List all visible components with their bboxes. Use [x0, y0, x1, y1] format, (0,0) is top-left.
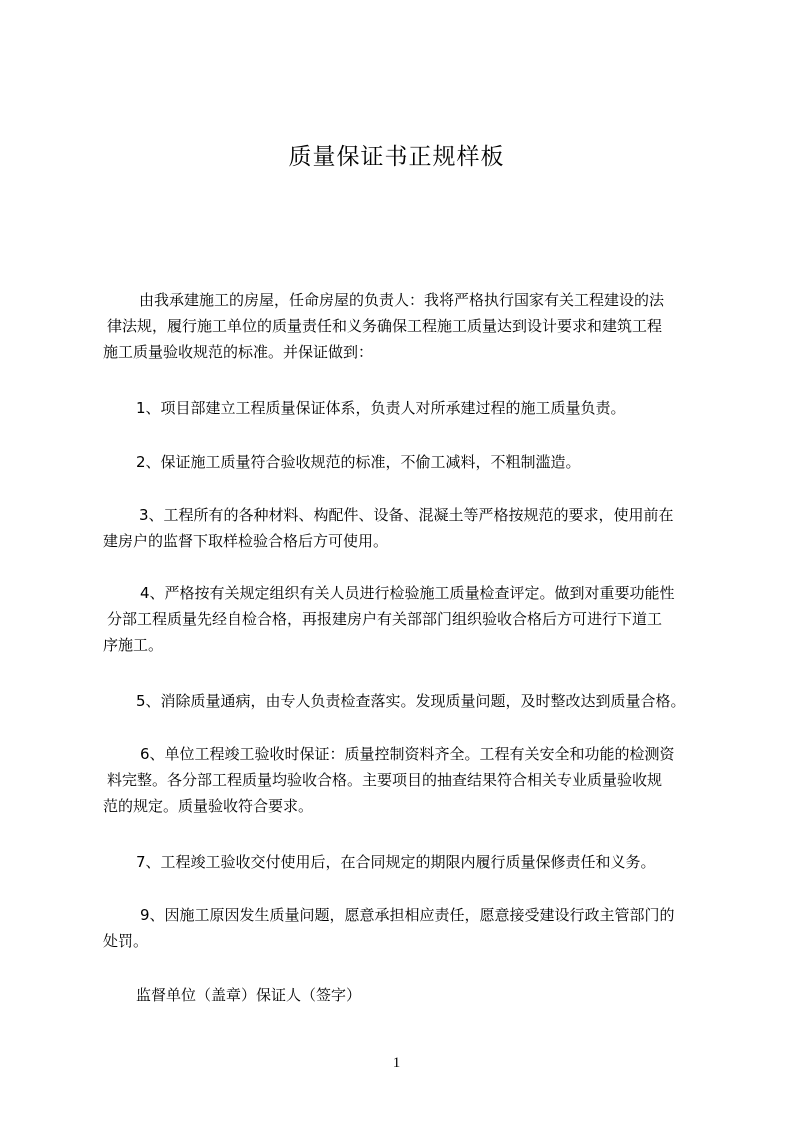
clause-7: [136, 849, 656, 875]
intro-line: 由我承建施工的房屋，任命房屋的负责人：我将严格执行国家有关工程建设的法: [139, 291, 665, 309]
clause-line: 序施工。: [103, 636, 164, 654]
intro-line: 施工质量验收规范的标准。并保证做到：: [103, 343, 374, 361]
signature-line: [136, 982, 361, 1008]
clause-9: [103, 902, 675, 954]
clause-5: [136, 688, 686, 714]
clause-line: 3、工程所有的各种材料、构配件、设备、混凝土等严格按规范的要求，使用前在: [139, 506, 674, 524]
clause-line: 4、严格按有关规定组织有关人员进行检验施工质量检查评定。做到对重要功能性: [140, 584, 675, 602]
clause-line: 2、保证施工质量符合验收规范的标准，不偷工减料，不粗制滥造。: [136, 453, 581, 471]
clause-line: 分部工程质量先经自检合格，再报建房户有关部部门组织验收合格后方可进行下道工: [107, 610, 663, 628]
intro-line: 律法规，履行施工单位的质量责任和义务确保工程施工质量达到设计要求和建筑工程: [107, 317, 663, 335]
clause-line: 7、工程竣工验收交付使用后，在合同规定的期限内履行质量保修责任和义务。: [136, 853, 656, 871]
intro-paragraph: [103, 287, 664, 365]
clause-line: 处罚。: [103, 932, 149, 950]
signature-text: 监督单位（盖章）保证人（签字）: [136, 986, 362, 1004]
clause-6: [103, 741, 675, 819]
page-number: 1: [392, 1055, 401, 1071]
clause-line: 料完整。各分部工程质量均验收合格。主要项目的抽查结果符合相关专业质量验收规: [107, 771, 663, 789]
clause-line: 9、因施工原因发生质量问题，愿意承担相应责任，愿意接受建设行政主管部门的: [140, 906, 675, 924]
clause-2: [136, 449, 581, 475]
clause-line: 5、消除质量通病，由专人负责检查落实。发现质量问题，及时整改达到质量合格。: [136, 692, 686, 710]
clause-line: 6、单位工程竣工验收时保证：质量控制资料齐全。工程有关安全和功能的检测资: [140, 745, 675, 763]
clause-line: 1、项目部建立工程质量保证体系，负责人对所承建过程的施工质量负责。: [136, 399, 626, 417]
clause-line: 范的规定。质量验收符合要求。: [103, 797, 314, 815]
document-title: 质量保证书正规样板: [288, 144, 505, 170]
clause-3: [103, 502, 674, 554]
clause-line: 建房户的监督下取样检验合格后方可使用。: [103, 532, 389, 550]
clause-4: [103, 580, 675, 658]
clause-1: [136, 395, 626, 421]
